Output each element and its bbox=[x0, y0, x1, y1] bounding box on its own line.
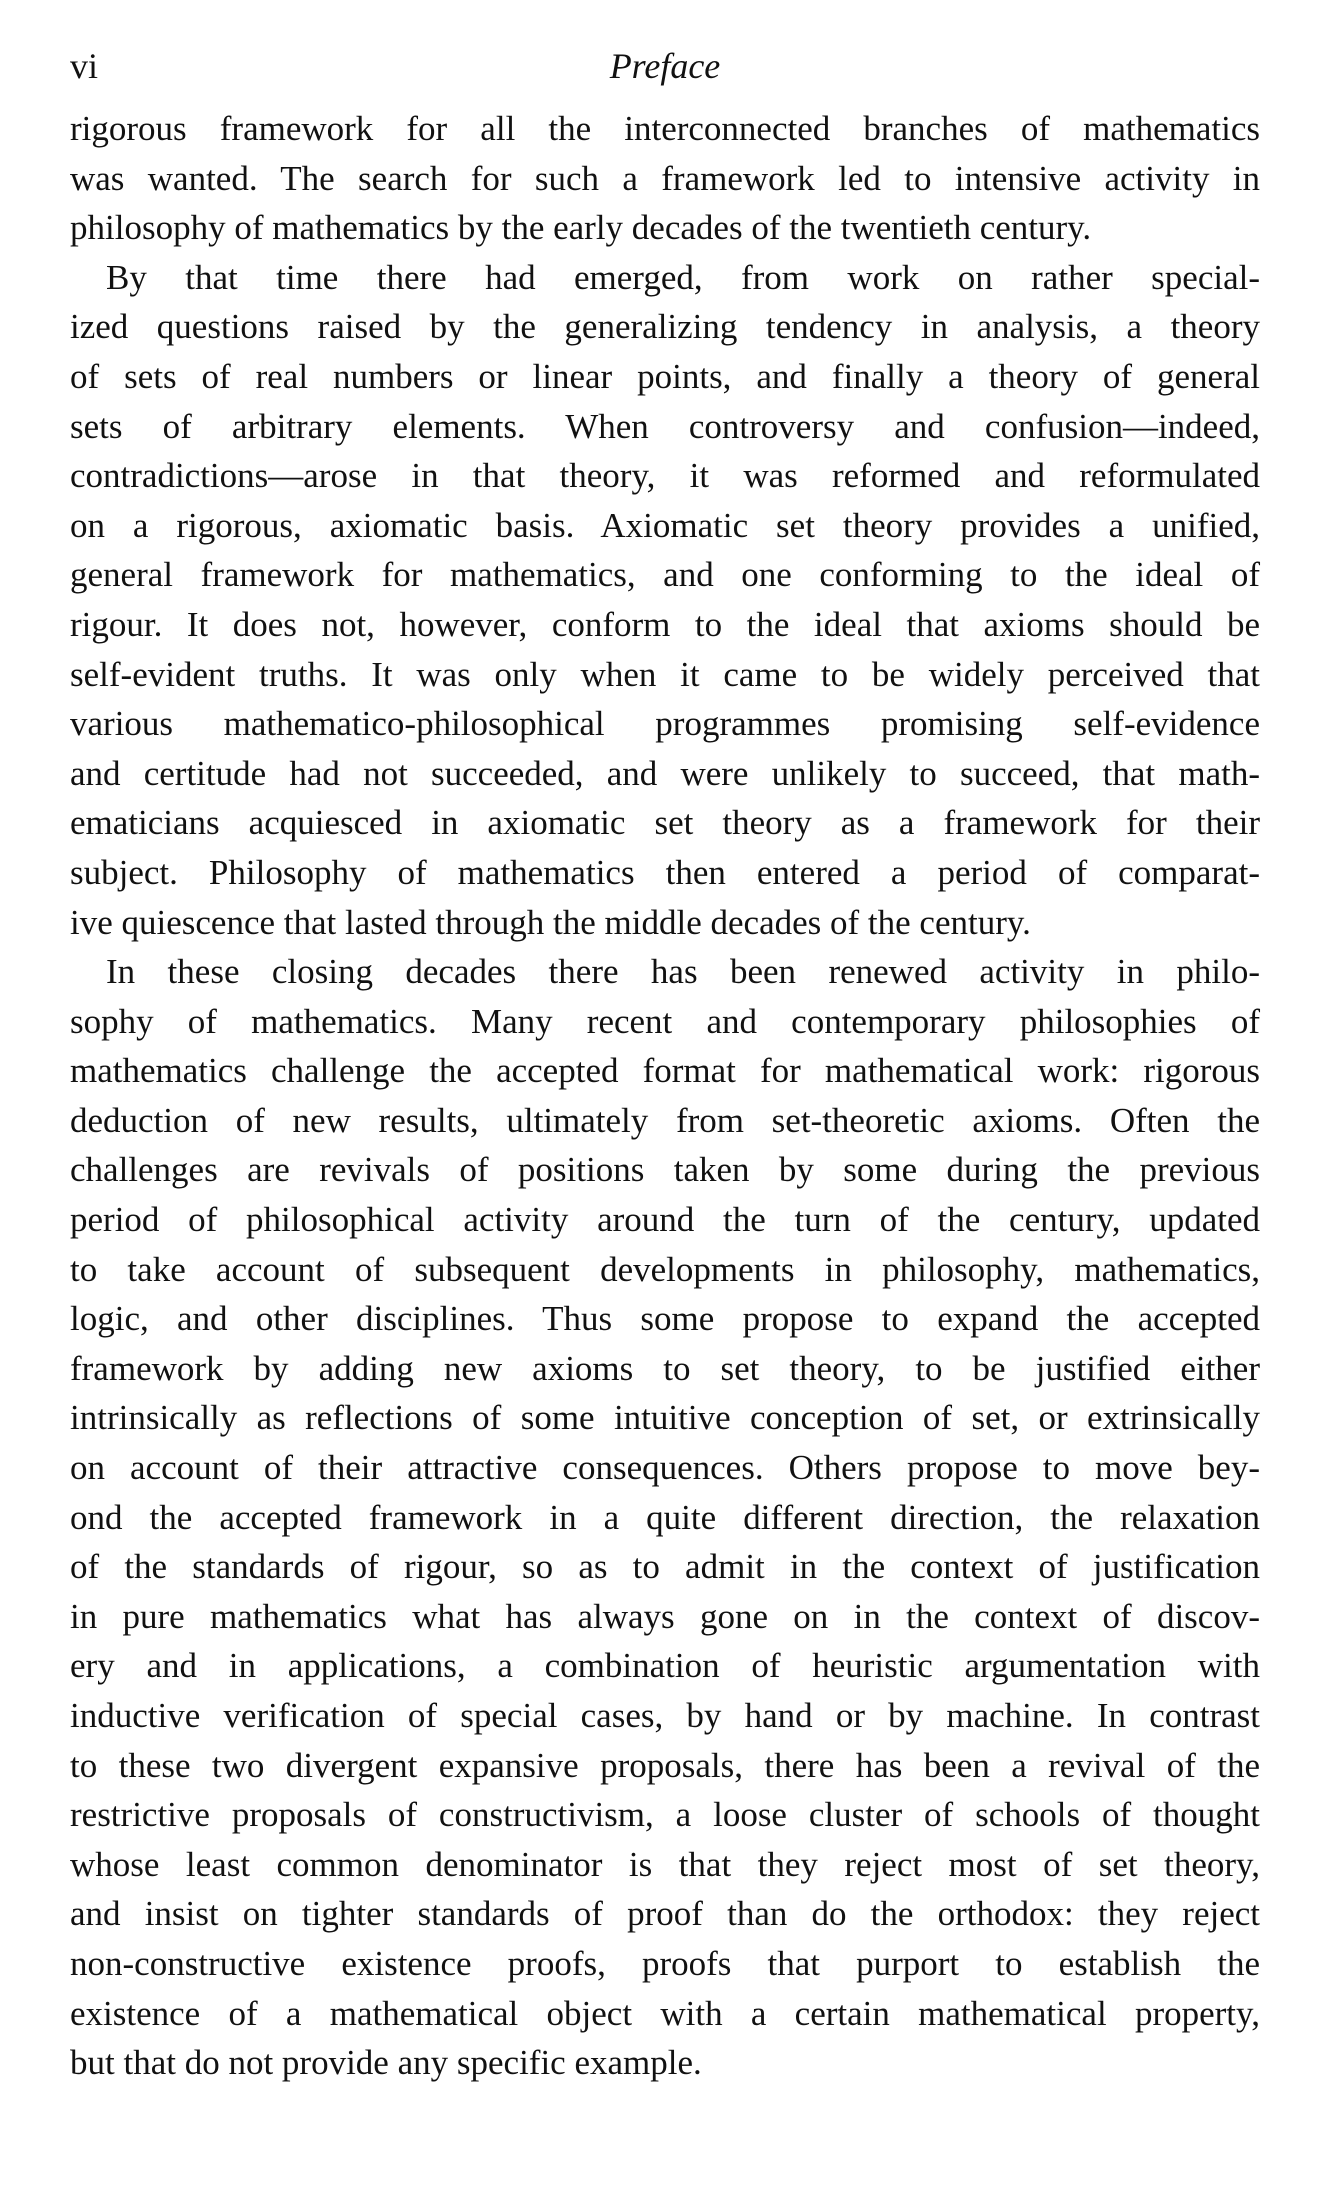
text-line: and insist on tighter standards of proof than do the orthodox: they reject bbox=[70, 1894, 1260, 1934]
text-line: restrictive proposals of constructivism, a loose cluster of schools of thought bbox=[70, 1795, 1260, 1835]
text-line: to take account of subsequent developments in philosophy, mathematics, bbox=[70, 1249, 1260, 1289]
paragraph bbox=[70, 947, 1260, 2088]
text-line: inductive verification of special cases, by hand or by machine. In contrast bbox=[70, 1696, 1260, 1735]
text-line: framework by adding new axioms to set theory, to be justified either bbox=[70, 1348, 1260, 1388]
text-line: existence of a mathematical object with a certain mathematical property, bbox=[70, 1993, 1260, 2033]
text-line: rigorous framework for all the interconnected branches of mathematics bbox=[70, 109, 1260, 148]
text-line: self-evident truths. It was only when it came to be widely perceived that bbox=[70, 654, 1260, 694]
text-line: of the standards of rigour, so as to admit in the context of justification bbox=[70, 1547, 1260, 1587]
text-line: various mathematico-philosophical programmes promising self-evidence bbox=[70, 704, 1260, 744]
text-line: In these closing decades there has been renewed activity in philo- bbox=[106, 952, 1260, 992]
paragraph bbox=[70, 104, 1260, 253]
text-line: but that do not provide any specific example. bbox=[70, 2043, 702, 2083]
text-line: ery and in applications, a combination of heuristic argumentation with bbox=[70, 1646, 1260, 1686]
text-line: of sets of real numbers or linear points, and finally a theory of general bbox=[70, 356, 1260, 396]
paragraph bbox=[70, 253, 1260, 947]
running-title: Preface bbox=[609, 46, 721, 86]
text-line: in pure mathematics what has always gone on in the context of discov- bbox=[70, 1596, 1260, 1636]
text-line: ematicians acquiesced in axiomatic set theory as a framework for their bbox=[70, 803, 1260, 843]
text-line: deduction of new results, ultimately from set-theoretic axioms. Often the bbox=[70, 1100, 1260, 1140]
text-line: ond the accepted framework in a quite different direction, the relaxation bbox=[70, 1497, 1260, 1537]
text-line: was wanted. The search for such a framework led to intensive activity in bbox=[70, 158, 1260, 198]
text-line: contradictions—arose in that theory, it was reformed and reformulated bbox=[70, 456, 1260, 496]
text-line: general framework for mathematics, and one conforming to the ideal of bbox=[70, 555, 1260, 595]
text-line: sophy of mathematics. Many recent and contemporary philosophies of bbox=[70, 1001, 1260, 1041]
text-line: non-constructive existence proofs, proofs that purport to establish the bbox=[70, 1943, 1260, 1983]
text-line: By that time there had emerged, from work on rather special- bbox=[106, 257, 1260, 297]
text-line: on account of their attractive consequences. Others propose to move bey- bbox=[70, 1448, 1260, 1488]
text-line: whose least common denominator is that they reject most of set theory, bbox=[70, 1844, 1260, 1884]
text-line: logic, and other disciplines. Thus some propose to expand the accepted bbox=[70, 1299, 1260, 1339]
text-line: sets of arbitrary elements. When controversy and confusion—indeed, bbox=[70, 406, 1260, 446]
text-line: to these two divergent expansive proposals, there has been a revival of the bbox=[70, 1745, 1260, 1785]
text-line: intrinsically as reflections of some intuitive conception of set, or extrinsically bbox=[70, 1398, 1260, 1438]
text-line: mathematics challenge the accepted format for mathematical work: rigorous bbox=[70, 1051, 1260, 1091]
running-head bbox=[70, 40, 1260, 92]
text-line: ive quiescence that lasted through the middle decades of the century. bbox=[70, 902, 1031, 942]
text-line: philosophy of mathematics by the early decades of the twentieth century. bbox=[70, 208, 1092, 248]
book-page bbox=[70, 40, 1260, 2088]
text-line: challenges are revivals of positions taken by some during the previous bbox=[70, 1150, 1260, 1190]
text-line: subject. Philosophy of mathematics then entered a period of comparat- bbox=[70, 852, 1260, 892]
text-line: ized questions raised by the generalizing tendency in analysis, a theory bbox=[70, 307, 1260, 347]
text-line: period of philosophical activity around the turn of the century, updated bbox=[70, 1200, 1260, 1240]
text-line: and certitude had not succeeded, and were unlikely to succeed, that math- bbox=[70, 753, 1260, 793]
body-text bbox=[70, 104, 1260, 2088]
text-line: on a rigorous, axiomatic basis. Axiomatic set theory provides a unified, bbox=[70, 505, 1260, 545]
page-number: vi bbox=[70, 46, 99, 86]
text-line: rigour. It does not, however, conform to the ideal that axioms should be bbox=[70, 604, 1260, 644]
